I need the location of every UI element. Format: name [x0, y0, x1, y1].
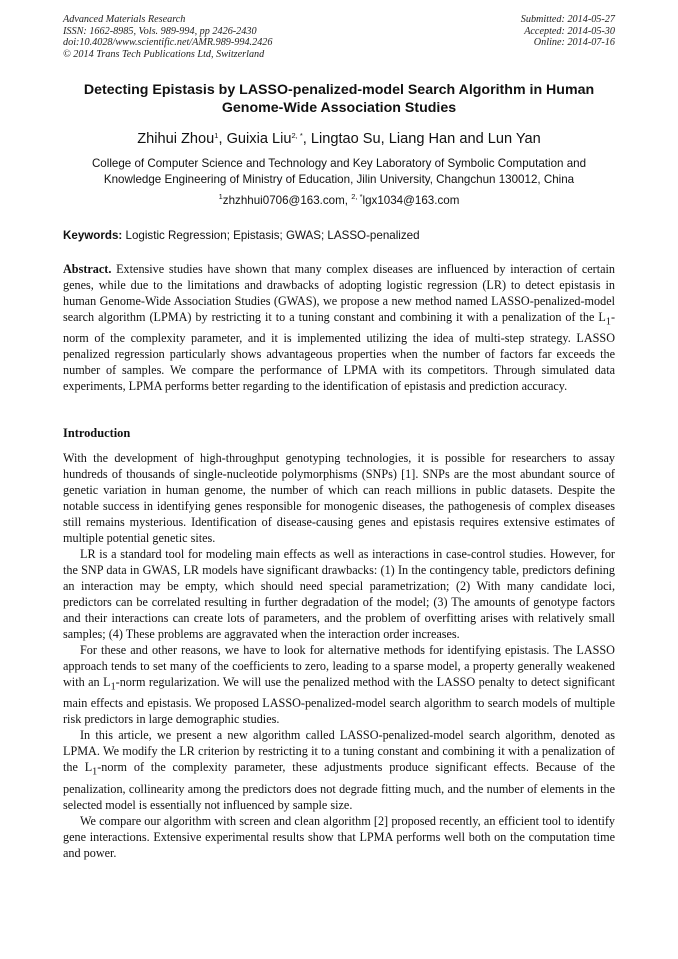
author-affiliation-mark: 2, * — [291, 131, 303, 140]
abstract — [63, 261, 615, 394]
abstract-text: -norm of the complexity parameter, and it is implemented utilizing the idea of multi-step strategy. LASSO penalized regression particularly shows advantageous properties when the number of factors far exceeds the number of samples. We compare the performance of LPMA with its competitors. Through simulated data experiments, LPMA performs better regarding to the identification of epistasis and prediction accuracy. — [63, 310, 615, 394]
subscript: 1 — [605, 316, 611, 328]
email-address[interactable]: zhzhhui0706@163.com, — [222, 194, 349, 207]
email-line — [63, 193, 615, 209]
copyright-line: © 2014 Trans Tech Publications Ltd, Switzerland — [63, 48, 265, 60]
keywords-label: Keywords: — [63, 229, 123, 242]
paragraph — [63, 642, 615, 727]
paragraph-text: -norm of the complexity parameter, these adjustments produce significant effects. Because of the penalization, collinearity among the predictors does not degrade fitting much, and the number of elements in the selected model is essentially not influenced by sample size. — [63, 760, 615, 812]
subscript: 1 — [92, 766, 98, 778]
author-name: Zhihui Zhou — [137, 131, 215, 147]
author-list: Zhihui Zhou$^1$, Guixia Liu$^{2, *}$, Lingtao Su, Liang Han and Lun Yan — [137, 131, 541, 147]
author-name: Guixia Liu — [226, 131, 292, 147]
author-affiliation-mark: 1 — [214, 131, 219, 140]
email-mark: 2, * — [351, 192, 363, 201]
introduction-body — [63, 450, 615, 861]
dates-header — [521, 14, 615, 49]
submitted-date: Submitted: 2014-05-27 — [520, 14, 615, 25]
section-heading: Introduction — [63, 426, 131, 440]
author-names: Lingtao Su, Liang Han and Lun Yan — [310, 131, 541, 147]
accepted-date: Accepted: 2014-05-30 — [524, 25, 615, 37]
paragraph: LR is a standard tool for modeling main effects as well as interactions in case-control studies. However, for the SNP data in GWAS, LR models have significant drawbacks: (1) In the contingency table, predictors defining an interaction may be empty, which should need special parametrization; (2) With many candidate loci, predictors can be correlated resulting in further degradation of the model; (3) The amounts of genotype factors and their interactions can create lots of parameters, and the problem of overfitting arises with relatively small samples; (4) These problems are aggravated when the interaction order increases. — [63, 547, 615, 641]
paper-title: Detecting Epistasis by LASSO-penalized-model Search Algorithm in Human Genome-Wide Association Studies — [83, 82, 595, 116]
abstract-label: Abstract. — [63, 262, 112, 276]
paragraph-text: For these and other reasons, we have to look for alternative methods for identifying epistasis. The LASSO approach tends to set many of the coefficients to zero, leading to a sparse model, a property generally weakened with an L — [63, 643, 615, 689]
email-mark: 1 — [218, 192, 223, 201]
paragraph-text: In this article, we present a new algorithm called LASSO-penalized-model search algorithm, denoted as LPMA. We modify the LR criterion by restricting it to a tuning constant and combining it with a penalization of the L — [63, 728, 615, 775]
abstract-text: Extensive studies have shown that many complex diseases are influenced by interaction of certain genes, while due to the limitations and drawbacks of adopting logistic regression (LR) to detect epistasis in human Genome-Wide Association Studies (GWAS), we propose a new method named LASSO-penalized-model search algorithm (LPMA) by restricting it to a tuning constant and combining it with a penalization of the L — [63, 262, 616, 324]
doi-link[interactable]: doi:10.4028/www.scientific.net/AMR.989-994.2426 — [63, 37, 273, 48]
email-address[interactable]: lgx1034@163.com — [362, 194, 460, 207]
journal-header — [63, 14, 272, 60]
keywords-line — [63, 228, 615, 244]
journal-name: Advanced Materials Research — [63, 14, 186, 25]
paragraph: With the development of high-throughput genotyping technologies, it is possible for researchers to assay hundreds of thousands of single-nucleotide polymorphisms (SNPs) [1]. SNPs are the most abundant source of genetic variation in human genome, the number of which can reach millions in public datasets. Despite the notable success in identifying genes responsible for monogenic diseases, the pathogenesis of complex diseases still remains mysterious. Identification of disease-causing genes and epistasis requires extensive estimates of multiple potential genetic sites. — [63, 451, 615, 545]
subscript: 1 — [110, 681, 116, 693]
paragraph: We compare our algorithm with screen and clean algorithm [2] proposed recently, an efficient tool to identify gene interactions. Extensive experimental results show that LPMA performs well both on the computation time and power. — [63, 813, 615, 860]
paragraph-text: -norm regularization. We will use the penalized method with the LASSO penalty to detect significant main effects and epistasis. We proposed LASSO-penalized-model search algorithm to search models of multiple risk predictors in large demographic studies. — [63, 675, 615, 727]
online-date: Online: 2014-07-16 — [533, 37, 615, 48]
issn-line: ISSN: 1662-8985, Vols. 989-994, pp 2426-2430 — [63, 25, 257, 37]
keywords-text: Logistic Regression; Epistasis; GWAS; LASSO-penalized — [125, 229, 420, 242]
paragraph — [63, 727, 615, 812]
affiliation: College of Computer Science and Technology and Key Laboratory of Symbolic Computation and Knowledge Engineering of Ministry of Education, Jilin University, Changchun 130012, China — [91, 157, 587, 186]
